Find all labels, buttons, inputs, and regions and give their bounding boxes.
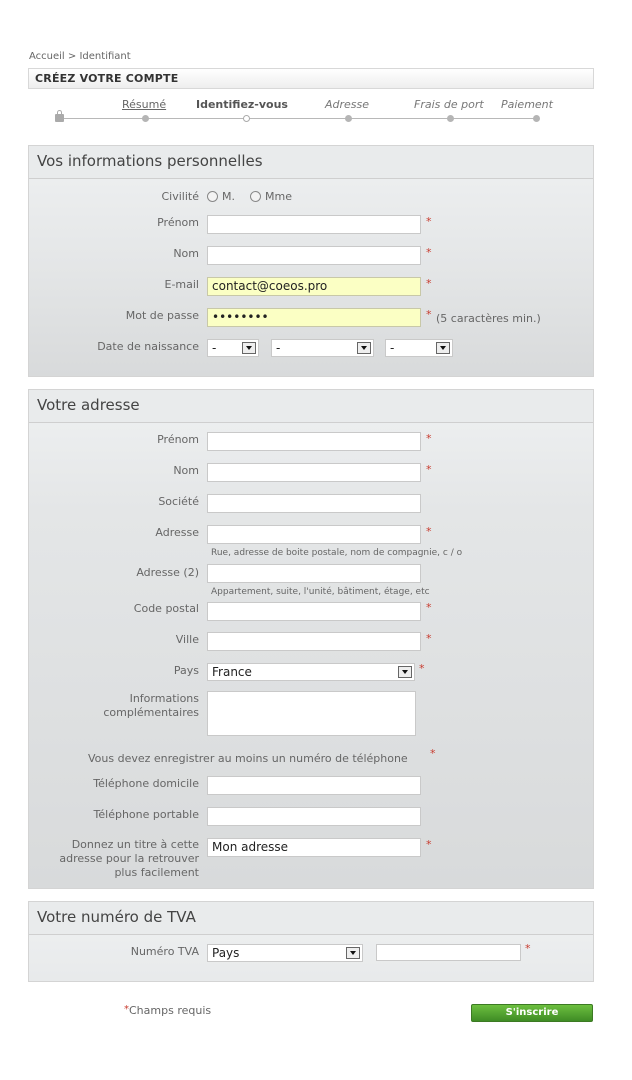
- civility-label: Civilité: [161, 190, 199, 203]
- chevron-down-icon[interactable]: [346, 947, 360, 959]
- required-marker: *: [426, 525, 432, 538]
- step-payment: Paiement: [501, 98, 553, 111]
- vat-section: [28, 901, 594, 982]
- civility-mr-label[interactable]: M.: [222, 190, 235, 203]
- company-input[interactable]: [207, 494, 421, 513]
- company-label: Société: [158, 495, 199, 508]
- address-input[interactable]: [207, 525, 421, 544]
- addr-lastname-input[interactable]: [207, 463, 421, 482]
- lock-icon: [55, 114, 64, 122]
- civility-mrs-label[interactable]: Mme: [265, 190, 292, 203]
- other-info-label: Informations complémentaires: [103, 692, 199, 719]
- email-input[interactable]: contact@coeos.pro: [207, 277, 421, 296]
- lastname-label: Nom: [173, 247, 199, 260]
- birth-month-select[interactable]: [271, 339, 374, 357]
- country-value: France: [212, 665, 252, 679]
- required-marker: *: [426, 838, 432, 851]
- breadcrumb-current: Identifiant: [79, 51, 131, 62]
- required-marker: *: [426, 215, 432, 228]
- step-dot-shipping: [447, 115, 454, 122]
- step-dot-payment: [533, 115, 540, 122]
- vat-number-input[interactable]: [376, 944, 521, 961]
- birth-year-select[interactable]: [385, 339, 453, 357]
- step-summary[interactable]: Résumé: [122, 98, 167, 111]
- city-label: Ville: [175, 633, 199, 646]
- postcode-label: Code postal: [133, 602, 199, 615]
- password-label: Mot de passe: [125, 309, 199, 322]
- required-marker: *: [525, 942, 531, 955]
- step-dot-identify: [243, 115, 250, 122]
- required-marker: *: [419, 662, 425, 675]
- lastname-input[interactable]: [207, 246, 421, 265]
- address2-hint: Appartement, suite, l'unité, bâtiment, étage, etc: [211, 587, 430, 597]
- address-label: Adresse: [155, 526, 199, 539]
- chevron-down-icon[interactable]: [357, 342, 371, 354]
- required-fields-note: [124, 1004, 211, 1017]
- addr-firstname-input[interactable]: [207, 432, 421, 451]
- other-info-textarea[interactable]: [207, 691, 416, 736]
- firstname-label: Prénom: [157, 216, 199, 229]
- chevron-down-icon[interactable]: [398, 666, 412, 678]
- addr-firstname-label: Prénom: [157, 433, 199, 446]
- step-identify: Identifiez-vous: [196, 98, 288, 111]
- postcode-input[interactable]: [207, 602, 421, 621]
- register-button[interactable]: S'inscrire: [471, 1004, 593, 1022]
- civility-mr-radio[interactable]: [207, 191, 218, 202]
- required-marker: *: [426, 246, 432, 259]
- vat-label: Numéro TVA: [130, 945, 199, 958]
- required-marker: *: [426, 432, 432, 445]
- required-fields-text: Champs requis: [129, 1004, 212, 1017]
- addr-lastname-label: Nom: [173, 464, 199, 477]
- mobile-phone-input[interactable]: [207, 807, 421, 826]
- step-address: Adresse: [325, 98, 370, 111]
- password-hint: (5 caractères min.): [436, 312, 541, 325]
- civility-mrs-radio[interactable]: [250, 191, 261, 202]
- required-marker: *: [426, 632, 432, 645]
- home-phone-label: Téléphone domicile: [93, 777, 199, 790]
- breadcrumb: [29, 51, 131, 62]
- birth-day-value: -: [212, 341, 217, 355]
- required-marker: *: [426, 277, 432, 290]
- home-phone-input[interactable]: [207, 776, 421, 795]
- birthdate-label: Date de naissance: [97, 340, 199, 353]
- required-marker: *: [426, 463, 432, 476]
- firstname-input[interactable]: [207, 215, 421, 234]
- vat-country-select[interactable]: [207, 944, 363, 962]
- password-input[interactable]: ••••••••: [207, 308, 421, 327]
- chevron-down-icon[interactable]: [436, 342, 450, 354]
- required-marker: *: [430, 747, 436, 760]
- address2-input[interactable]: [207, 564, 421, 583]
- step-shipping: Frais de port: [414, 98, 484, 111]
- alias-input[interactable]: Mon adresse: [207, 838, 421, 857]
- chevron-down-icon[interactable]: [242, 342, 256, 354]
- alias-label: Donnez un titre à cette adresse pour la retrouver plus facilement: [59, 838, 199, 879]
- required-marker: *: [124, 1004, 129, 1015]
- address-hint: Rue, adresse de boite postale, nom de compagnie, c / o: [211, 548, 463, 558]
- phone-notice: Vous devez enregistrer au moins un numéro de téléphone: [88, 752, 408, 765]
- country-select[interactable]: [207, 663, 415, 681]
- email-label: E-mail: [164, 278, 199, 291]
- step-dot-address: [345, 115, 352, 122]
- birth-month-value: -: [276, 341, 281, 355]
- required-marker: *: [426, 601, 432, 614]
- country-label: Pays: [173, 664, 199, 677]
- page-title: CRÉEZ VOTRE COMPTE: [28, 68, 594, 89]
- address2-label: Adresse (2): [136, 566, 199, 579]
- step-dot-summary: [142, 115, 149, 122]
- birth-day-select[interactable]: [207, 339, 259, 357]
- breadcrumb-separator: >: [67, 51, 77, 62]
- vat-country-value: Pays: [212, 946, 240, 960]
- vat-title: Votre numéro de TVA: [29, 902, 593, 935]
- personal-info-title: Vos informations personnelles: [29, 146, 593, 179]
- birth-year-value: -: [390, 341, 395, 355]
- mobile-phone-label: Téléphone portable: [93, 808, 199, 821]
- city-input[interactable]: [207, 632, 421, 651]
- breadcrumb-home-link[interactable]: Accueil: [29, 51, 65, 62]
- steps-progress-line: [58, 118, 538, 119]
- address-title: Votre adresse: [29, 390, 593, 423]
- required-marker: *: [426, 308, 432, 321]
